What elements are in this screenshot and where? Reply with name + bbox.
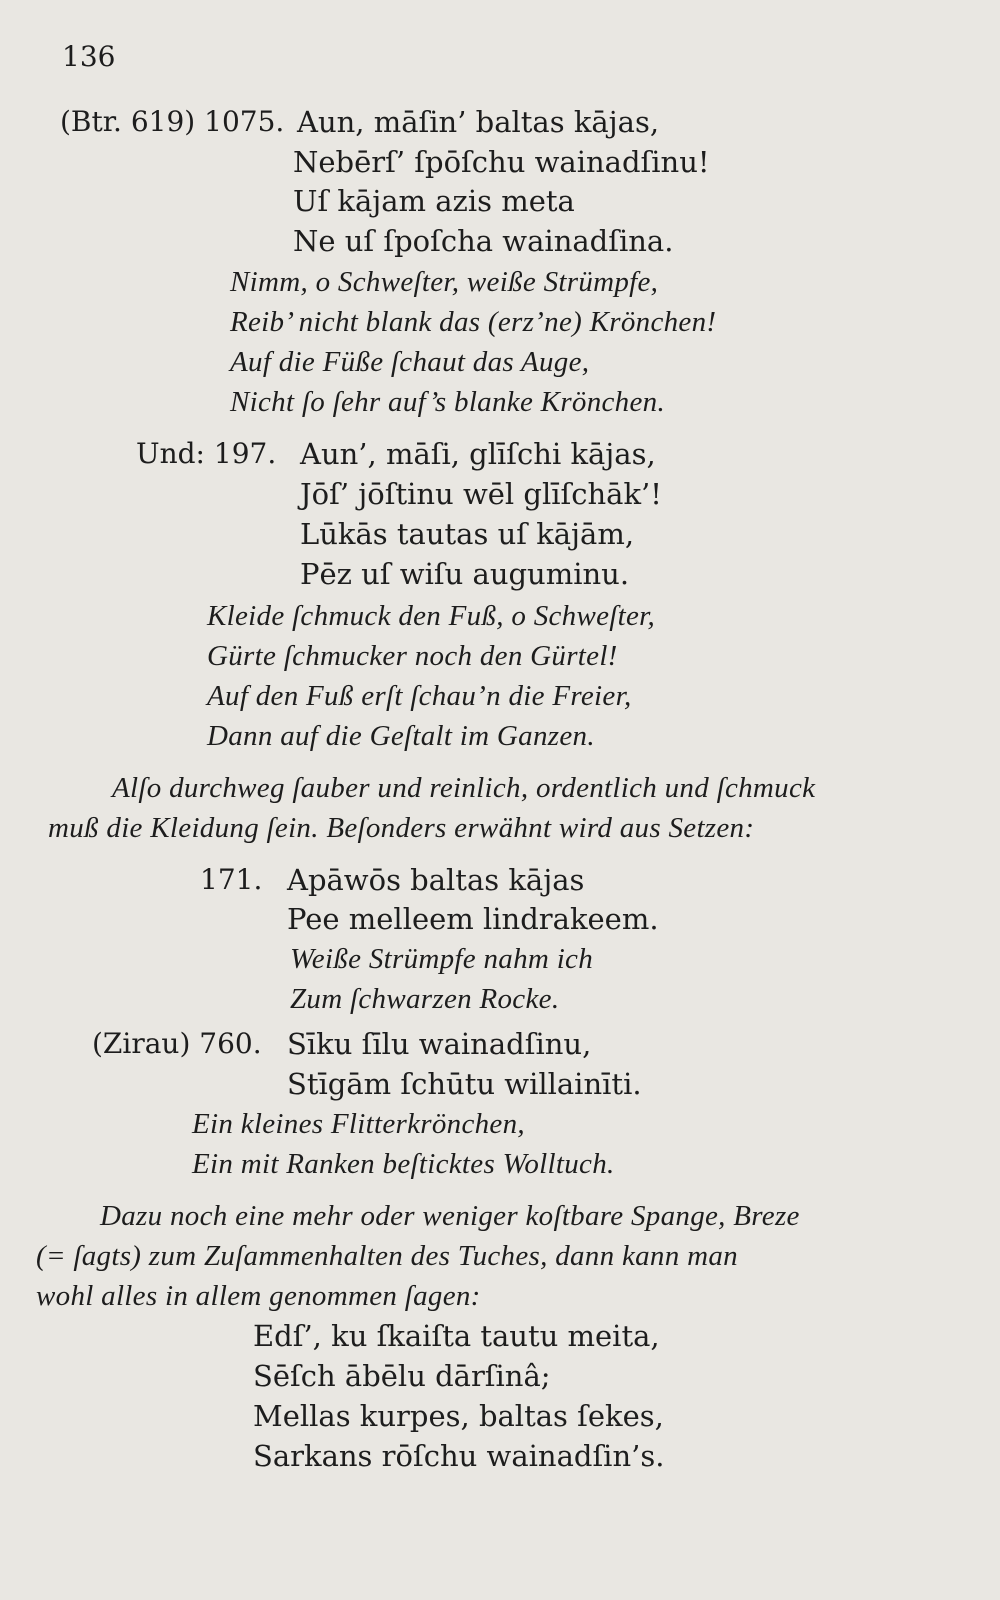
translation-line: Auf die Füße ſchaut das Auge, bbox=[230, 346, 590, 378]
verse-line: Aun, māſin’ baltas kājas, bbox=[297, 105, 660, 139]
verse-line: Mellas kurpes, baltas ſekes, bbox=[253, 1399, 664, 1433]
verse-reference: (Btr. 619) 1075. bbox=[60, 105, 285, 138]
verse-line: Jōſ’ jōſtinu wēl glīſchāk’! bbox=[300, 477, 662, 511]
verse-line: Lūkās tautas uſ kājām, bbox=[300, 517, 635, 551]
translation-line: Gürte ſchmucker noch den Gürtel! bbox=[207, 640, 618, 672]
prose-line: Alſo durchweg ſauber und reinlich, ordentlich und ſchmuck bbox=[112, 772, 816, 804]
verse-line: Stīgām ſchūtu willainīti. bbox=[287, 1067, 642, 1101]
translation-line: Nicht ſo ſehr auf’s blanke Krönchen. bbox=[230, 386, 665, 418]
verse-line: Apāwōs baltas kājas bbox=[287, 863, 585, 897]
translation-line: Nimm, o Schweſter, weiße Strümpfe, bbox=[230, 266, 659, 298]
verse-line: Aun’, māſi, glīſchi kājas, bbox=[300, 437, 656, 471]
translation-line: Ein mit Ranken beſticktes Wolltuch. bbox=[192, 1148, 615, 1180]
translation-line: Auf den Fuß erſt ſchau’n die Freier, bbox=[207, 680, 632, 712]
verse-line: Uſ kājam azis meta bbox=[293, 184, 575, 218]
prose-line: (= ſagts) zum Zuſammenhalten des Tuches, dann kann man bbox=[36, 1240, 738, 1272]
page-number: 136 bbox=[62, 40, 116, 73]
verse-line: Sēſch ābēlu dārſinâ; bbox=[253, 1359, 551, 1393]
prose-line: Dazu noch eine mehr oder weniger koſtbare Spange, Breze bbox=[100, 1200, 800, 1232]
verse-line: Sīku ſīlu wainadſinu, bbox=[287, 1027, 592, 1061]
verse-line: Sarkans rōſchu wainadſin’s. bbox=[253, 1439, 665, 1473]
translation-line: Dann auf die Geſtalt im Ganzen. bbox=[207, 720, 595, 752]
prose-line: wohl alles in allem genommen ſagen: bbox=[36, 1280, 481, 1312]
verse-reference: Und: 197. bbox=[136, 437, 277, 470]
prose-line: muß die Kleidung ſein. Beſonders erwähnt wird aus Setzen: bbox=[48, 812, 755, 844]
verse-line: Edſ’, ku ſkaiſta tautu meita, bbox=[253, 1319, 660, 1353]
translation-line: Kleide ſchmuck den Fuß, o Schweſter, bbox=[207, 600, 656, 632]
translation-line: Ein kleines Flitterkrönchen, bbox=[192, 1108, 525, 1140]
verse-reference: 171. bbox=[200, 863, 263, 896]
verse-line: Ne uſ ſpoſcha wainadſina. bbox=[293, 224, 674, 258]
verse-line: Nebērſ’ ſpōſchu wainadſinu! bbox=[293, 145, 710, 179]
verse-line: Pee melleem lindrakeem. bbox=[287, 902, 659, 936]
translation-line: Zum ſchwarzen Rocke. bbox=[290, 983, 560, 1015]
verse-line: Pēz uſ wiſu auguminu. bbox=[300, 557, 630, 591]
verse-reference: (Zirau) 760. bbox=[92, 1027, 262, 1060]
translation-line: Weiße Strümpfe nahm ich bbox=[290, 943, 594, 975]
translation-line: Reib’ nicht blank das (erz’ne) Krönchen! bbox=[230, 306, 717, 338]
